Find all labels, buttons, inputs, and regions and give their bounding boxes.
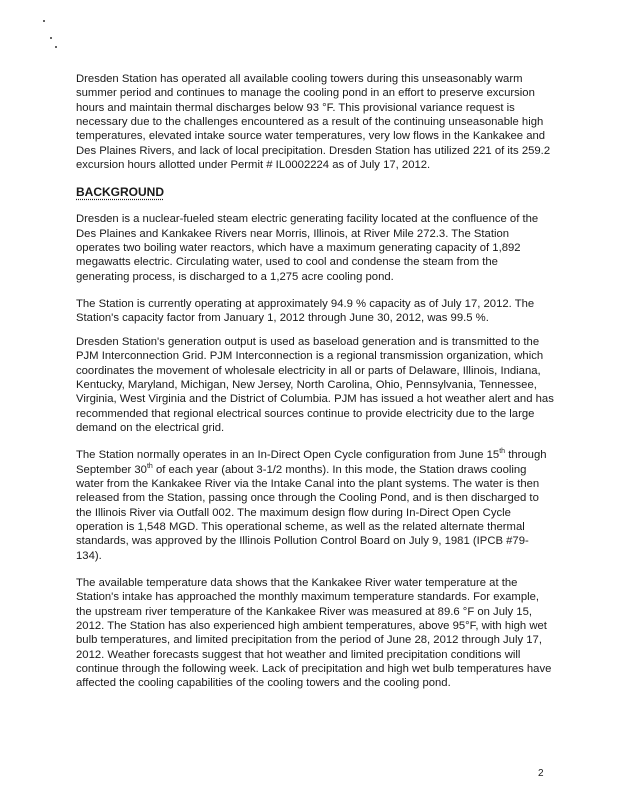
document-body: [76, 72, 554, 704]
cycle-text-part: The Station normally operates in an In-Direct Open Cycle configuration from June 15: [76, 449, 500, 462]
cycle-paragraph: [76, 448, 554, 563]
section-heading: BACKGROUND: [76, 185, 164, 200]
cycle-text-part: of each year (about 3-1/2 months). In this mode, the Station draws cooling water from the Kankakee River via the Intake Canal into the plant systems. The water is then released from the Station, passing once through the Cooling Pond, and is then discharged to the Illinois River via Outfall 002. The maximum design flow during In-Direct Open Cycle operation is 1,548 MGD. This operational scheme, as well as the related alternate thermal standards, was approved by the Illinois Pollution Control Board on July 9, 1981 (IPCB #79-134).: [76, 463, 540, 562]
ordinal-suffix: th: [146, 462, 153, 470]
scan-mark: [55, 46, 57, 48]
temperature-paragraph: The available temperature data shows that the Kankakee River water temperature at the Station's intake has approached the monthly maximum temperature standards. For example, the upstream river temperature of the Kankakee River was measured at 89.6 °F on July 15, 2012. The Station has also experienced high ambient temperatures, above 95°F, with high wet bulb temperatures, and limited precipitation from the period of June 28, 2012 through July 17, 2012. Weather forecasts suggest that hot weather and limited precipitation conditions will continue through the following week. Lack of precipitation and high wet bulb temperatures have affected the cooling capabilities of the cooling towers and the cooling pond.: [76, 576, 552, 690]
capacity-paragraph: The Station is currently operating at approximately 94.9 % capacity as of July 17, 2012. The Station's capacity factor from January 1, 2012 through June 30, 2012, was 99.5 %.: [76, 298, 535, 325]
ordinal-suffix: th: [499, 448, 506, 456]
scan-mark: [43, 20, 45, 22]
page-number: 2: [538, 768, 544, 779]
generation-paragraph: Dresden Station's generation output is used as baseload generation and is transmitted to the PJM Interconnection Grid. PJM Interconnection is a regional transmission organization, which coordinates the movement of wholesale electricity in all or parts of Delaware, Illinois, Indiana, Kentucky, Maryland, Michigan, New Jersey, North Carolina, Ohio, Pennsylvania, Tennessee, Virginia, West Virginia and the District of Columbia. PJM has issued a hot weather alert and has recommended that regional electrical sources continue to provide electricity due to the large demand on the electrical grid.: [76, 335, 554, 434]
cycle-text-part: through September 30: [76, 449, 547, 476]
intro-paragraph: Dresden Station has operated all available cooling towers during this unseasonably warm summer period and continues to manage the cooling pond in an effort to preserve excursion hours and maintain thermal discharges below 93 °F. This provisional variance request is necessary due to the challenges encountered as a result of the continuing unseasonable high temperatures, elevated intake source water temperatures, very low flows in the Kankakee and Des Plaines Rivers, and lack of local precipitation. Dresden Station has utilized 221 of its 259.2 excursion hours allotted under Permit # IL0002224 as of July 17, 2012.: [76, 73, 551, 172]
scan-mark: [50, 37, 52, 39]
background-paragraph: Dresden is a nuclear-fueled steam electric generating facility located at the confluence of the Des Plaines and Kankakee Rivers near Morris, Illinois, at River Mile 272.3. The Station operates two boiling water reactors, which have a maximum generating capacity of 1,892 megawatts electric. Circulating water, used to cool and condense the steam from the generating process, is discharged to a 1,275 acre cooling pond.: [76, 213, 539, 283]
